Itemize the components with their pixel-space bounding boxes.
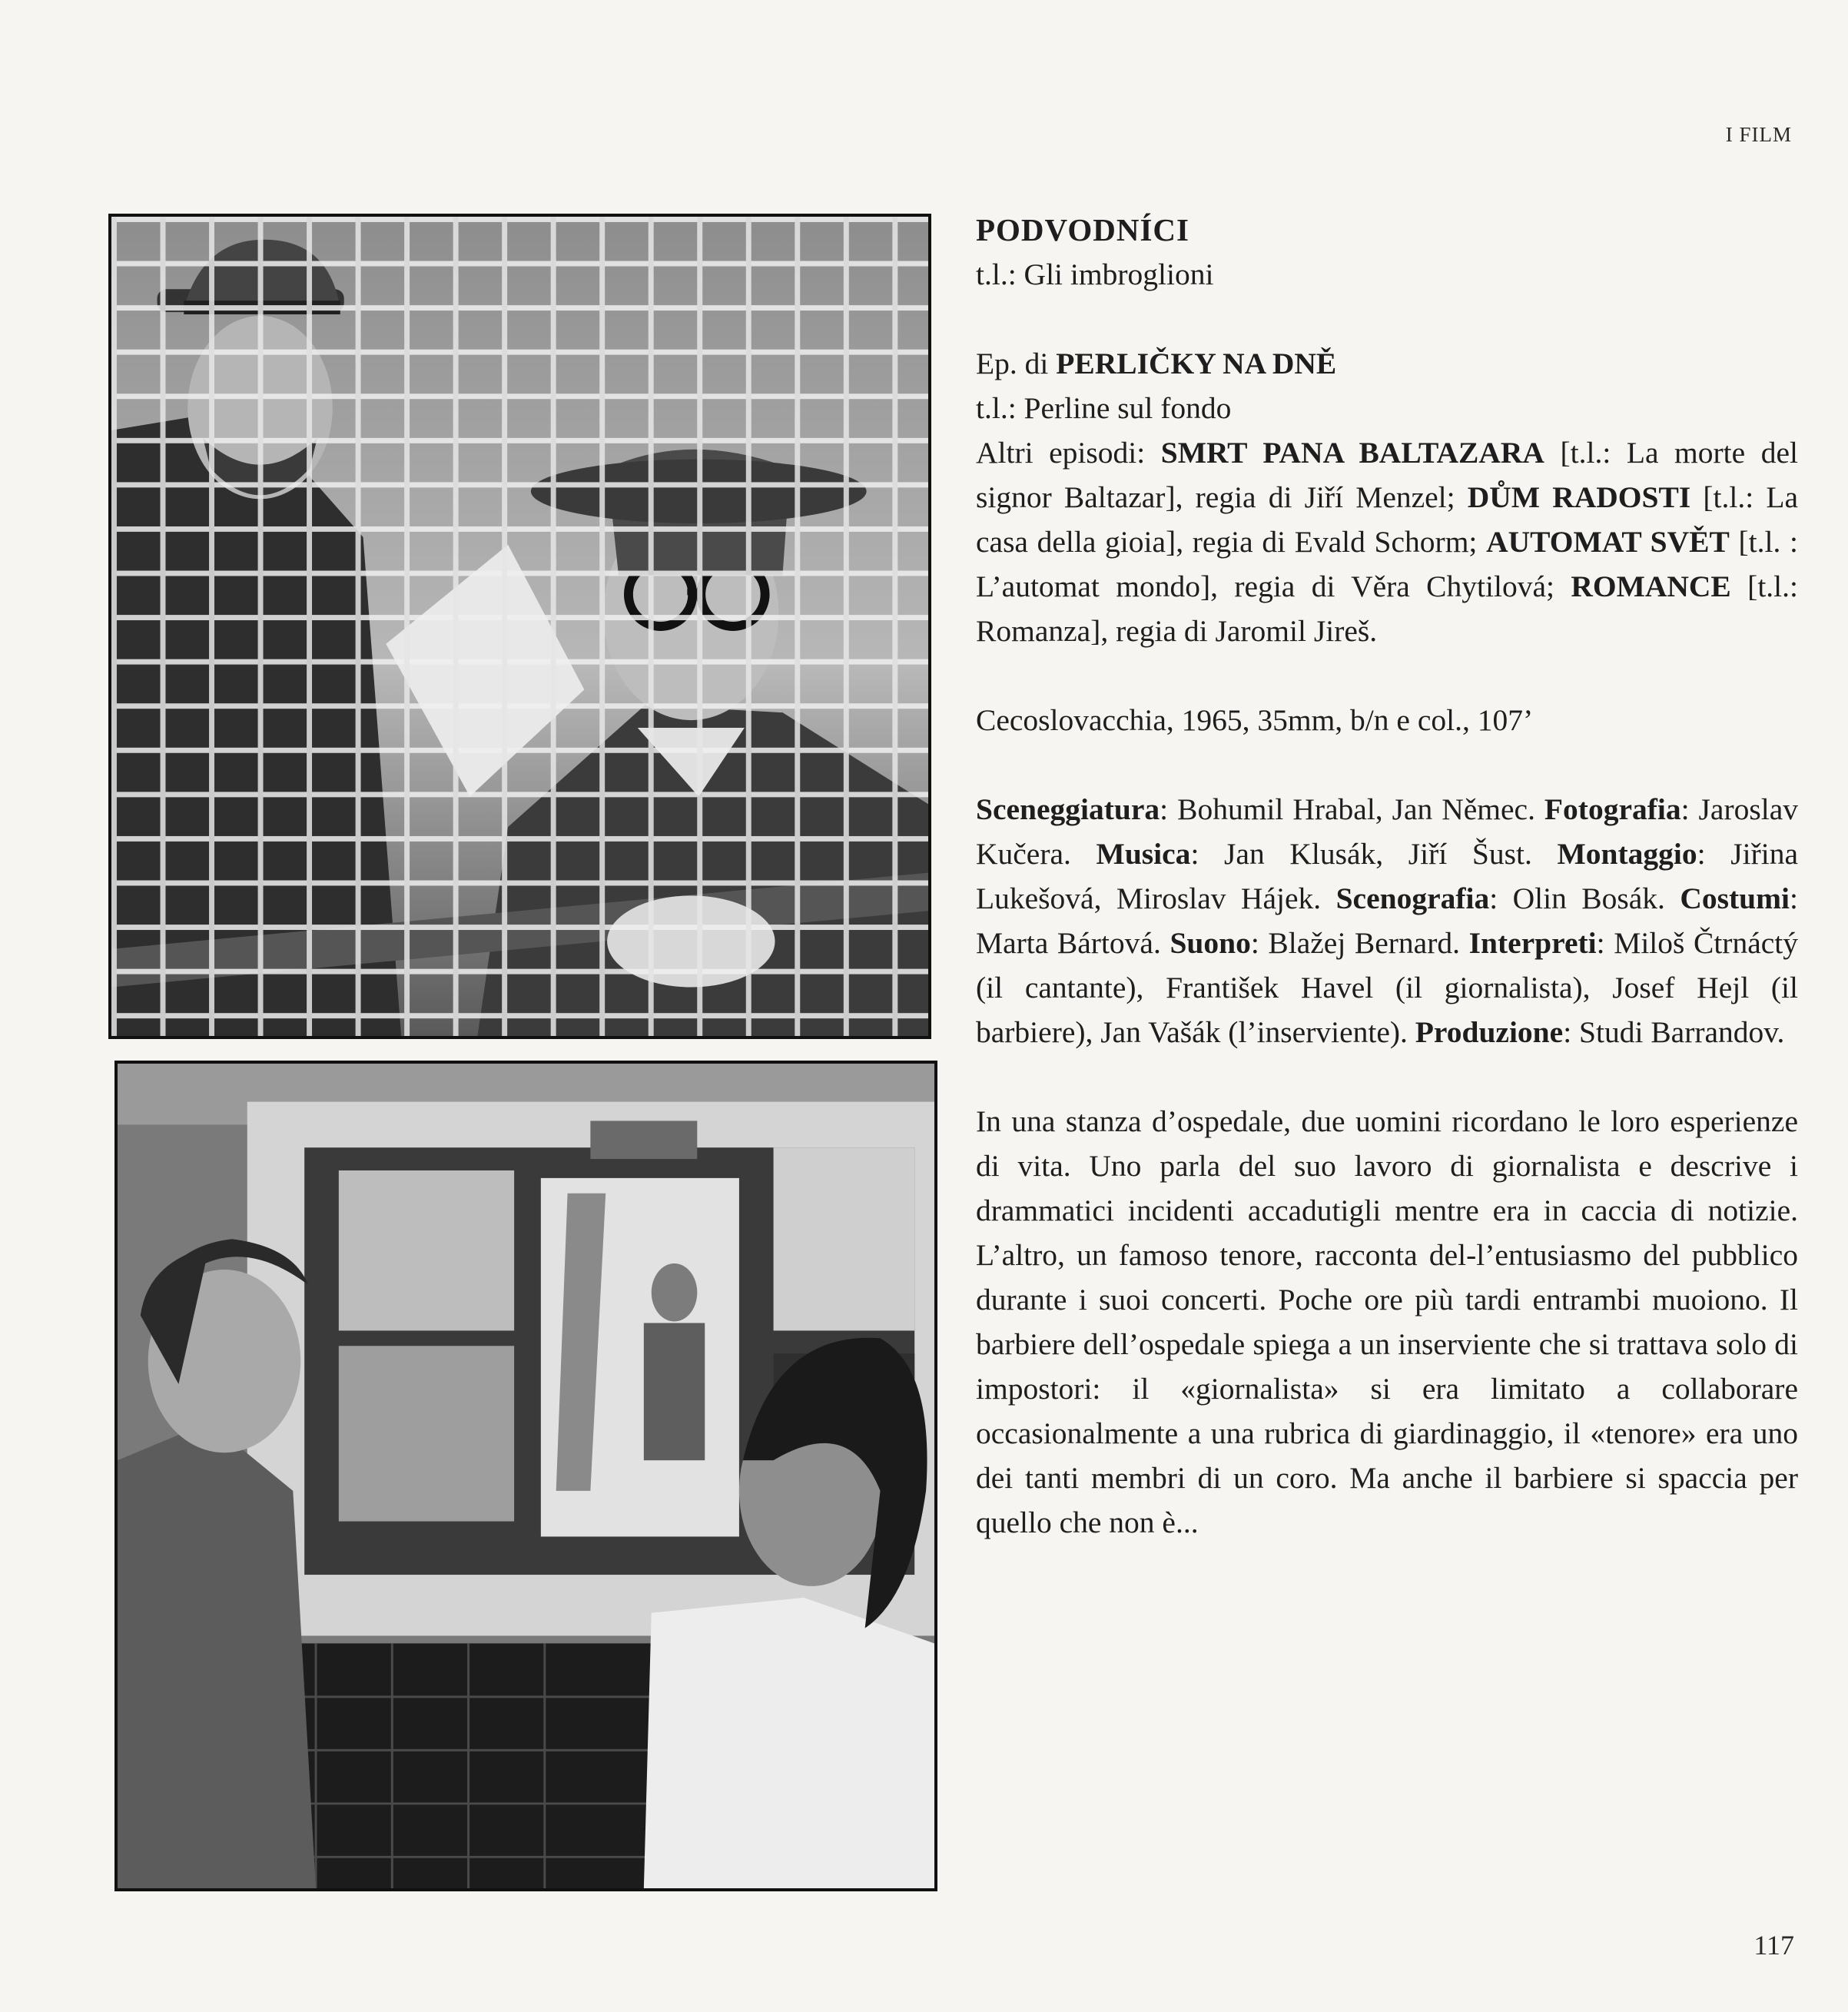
credit-value: : Jiřina Lukešová, Miroslav Hájek. (976, 837, 1798, 915)
credit-label: Costumi (1680, 881, 1790, 915)
episode-prefix: Ep. di (976, 347, 1057, 380)
credit-label: Produzione (1415, 1015, 1564, 1049)
episode-title: AUTOMAT SVĚT (1486, 525, 1730, 559)
page-number: 117 (1753, 1930, 1794, 1961)
episode-detail: [t.l. : L’automat mondo], regia di Věra Chytilová; (976, 525, 1799, 603)
credit-label: Interpreti (1468, 926, 1597, 960)
episode-detail: [t.l.: Romanza], regia di Jaromil Jireš. (976, 569, 1798, 648)
credit-label: Fotografia (1544, 792, 1681, 826)
film-still-men-behind-grid (108, 214, 931, 1039)
episode-title: DŮM RADOSTI (1467, 480, 1691, 514)
episode-detail: [t.l.: La morte del signor Baltazar], regia di Jiří Menzel; (976, 436, 1798, 514)
synopsis: In una stanza d’ospedale, due uomini ricordano le loro esperienze di vita. Uno parla del suo lavoro di giornalista e descrive i drammatici incidenti accadutigli mentre era in caccia di notizie. L’altro, un famoso tenore, racconta del-l’entusiasmo del pubblico durante i suoi concerti. Poche ore più tardi entrambi muoiono. Il barbiere dell’ospedale spiega a un inserviente che si trattava solo di impostori: il «giornalista» si era limitato a collaborare occasionalmente a una rubrica di giardinaggio, il «tenore» era uno dei tanti membri di un coro. Ma anche il barbiere si spaccia per quello che non è... (976, 1104, 1798, 1539)
credit-label: Scenografia (1335, 881, 1490, 915)
credit-value: : Miloš Čtrnáctý (il cantante), František Havel (il giornalista), Josef Hejl (il barbiere), Jan Vašák (l’inserviente). (976, 926, 1799, 1049)
episode-title: ROMANCE (1571, 569, 1731, 603)
episode-parent-title: PERLIČKY NA DNĚ (1056, 347, 1337, 380)
film-still-cinema-posters (114, 1061, 937, 1891)
credit-label: Musica (1096, 837, 1191, 871)
credit-label: Montaggio (1557, 837, 1697, 871)
credit-label: Sceneggiatura (976, 792, 1160, 826)
production-info: Cecoslovacchia, 1965, 35mm, b/n e col., 107’ (976, 703, 1534, 737)
episode-line (976, 341, 1798, 386)
credit-value: : Olin Bosák. (1489, 881, 1680, 915)
other-episodes (976, 430, 1798, 653)
episode-title: SMRT PANA BALTAZARA (1160, 436, 1544, 470)
running-header: I FILM (1725, 123, 1792, 146)
credit-value: : Blažej Bernard. (1250, 926, 1469, 960)
credit-label: Suono (1170, 926, 1251, 960)
episode-translation: t.l.: Perline sul fondo (976, 391, 1232, 425)
other-episodes-label: Altri episodi: (976, 436, 1161, 470)
film-entry (976, 208, 1798, 1545)
film-title: PODVODNÍCI (976, 212, 1189, 247)
credits (976, 787, 1798, 1054)
credit-value: : Jan Klusák, Jiří Šust. (1190, 837, 1558, 871)
credit-value: : Bohumil Hrabal, Jan Němec. (1160, 792, 1544, 826)
credit-value: : Marta Bártová. (976, 881, 1798, 960)
credit-value: : Studi Barrandov. (1563, 1015, 1785, 1049)
episode-detail: [t.l.: La casa della gioia], regia di Evald Schorm; (976, 480, 1798, 559)
credit-value: : Jaroslav Kučera. (976, 792, 1798, 871)
translated-title: t.l.: Gli imbroglioni (976, 257, 1214, 291)
